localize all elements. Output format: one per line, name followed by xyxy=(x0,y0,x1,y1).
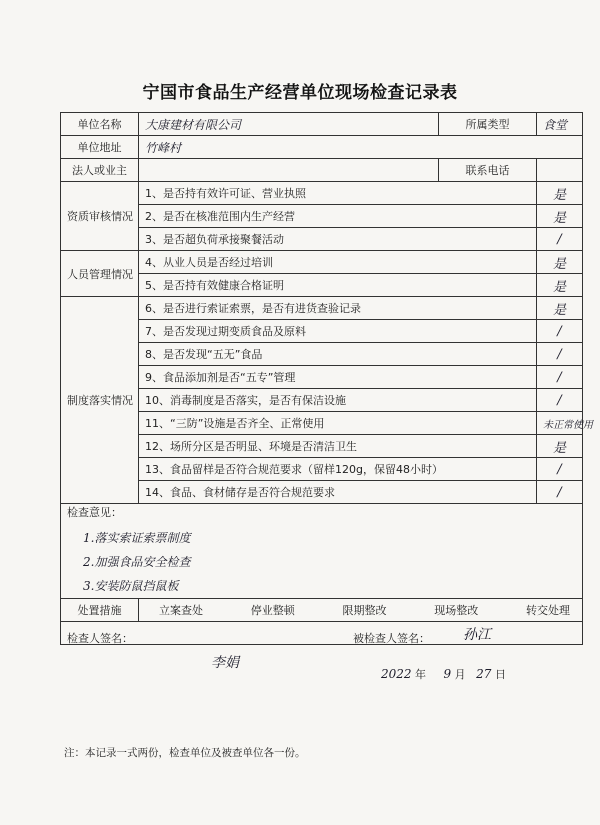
row-unit-name xyxy=(61,113,583,136)
check-item: 6、是否进行索证索票，是否有进货查验记录 xyxy=(139,297,537,320)
table-row xyxy=(61,481,583,504)
legal-label: 法人或业主 xyxy=(61,159,139,182)
table-row xyxy=(61,389,583,412)
check-answer: / xyxy=(537,320,583,343)
footer-note: 注：本记录一式两份，检查单位及被查单位各一份。 xyxy=(64,747,306,759)
category-value: 食堂 xyxy=(537,113,583,136)
check-item: 13、食品留样是否符合规范要求（留样120g，保留48小时） xyxy=(139,458,537,481)
check-answer: 是 xyxy=(537,182,583,205)
row-measures xyxy=(61,599,583,622)
check-item: 12、场所分区是否明显、环境是否清洁卫生 xyxy=(139,435,537,458)
opinion-item: 1.落实索证索票制度 xyxy=(83,531,191,545)
table-row xyxy=(61,458,583,481)
measure-option: 立案查处 xyxy=(159,604,203,617)
opinion-label: 检查意见： xyxy=(67,506,122,519)
check-answer: 是 xyxy=(537,435,583,458)
check-answer: 是 xyxy=(537,297,583,320)
check-item: 9、食品添加剂是否“五专”管理 xyxy=(139,366,537,389)
row-signature xyxy=(61,622,583,645)
row-opinion xyxy=(61,504,583,599)
check-item: 5、是否持有效健康合格证明 xyxy=(139,274,537,297)
measure-option: 停业整顿 xyxy=(250,604,295,617)
table-row xyxy=(61,297,583,320)
check-answer: / xyxy=(537,481,583,504)
check-answer: 是 xyxy=(537,205,583,228)
check-item: 11、“三防”设施是否齐全、正常使用 xyxy=(139,412,537,435)
date-year: 2022 xyxy=(381,667,412,681)
date-year-unit: 年 xyxy=(415,668,427,681)
table-row xyxy=(61,343,583,366)
date-month-unit: 月 xyxy=(454,668,466,681)
opinion-item: 2.加强食品安全检查 xyxy=(83,555,191,569)
table-row xyxy=(61,366,583,389)
check-item: 1、是否持有效许可证、营业执照 xyxy=(139,182,537,205)
check-answer: / xyxy=(537,458,583,481)
measure-option: 转交处理 xyxy=(526,604,570,617)
table-row xyxy=(61,320,583,343)
category-label: 所属类型 xyxy=(439,113,537,136)
check-item: 7、是否发现过期变质食品及原料 xyxy=(139,320,537,343)
check-answer: / xyxy=(537,228,583,251)
legal-value xyxy=(139,159,439,182)
check-item: 2、是否在核准范围内生产经营 xyxy=(139,205,537,228)
table-row xyxy=(61,205,583,228)
opinion-item: 3.安装防鼠挡鼠板 xyxy=(83,579,179,593)
inspector-label: 检查人签名： xyxy=(67,632,133,645)
date-month: 9 xyxy=(443,667,452,681)
date-day: 27 xyxy=(476,667,492,681)
check-item: 10、消毒制度是否落实，是否有保洁设施 xyxy=(139,389,537,412)
opinion-list xyxy=(83,526,576,598)
check-item: 3、是否超负荷承接聚餐活动 xyxy=(139,228,537,251)
check-answer: / xyxy=(537,343,583,366)
check-item: 14、食品、食材储存是否符合规范要求 xyxy=(139,481,537,504)
check-answer: / xyxy=(537,389,583,412)
table-row xyxy=(61,182,583,205)
section-personnel: 人员管理情况 xyxy=(61,251,139,297)
address-value: 竹峰村 xyxy=(139,136,583,159)
phone-value xyxy=(537,159,583,182)
unit-name-label: 单位名称 xyxy=(61,113,139,136)
check-answer: 未正常使用 xyxy=(537,412,583,435)
date-day-unit: 日 xyxy=(494,668,506,681)
section-qualification: 资质审核情况 xyxy=(61,182,139,251)
check-answer: / xyxy=(537,366,583,389)
check-item: 4、从业人员是否经过培训 xyxy=(139,251,537,274)
phone-label: 联系电话 xyxy=(439,159,537,182)
form-title: 宁国市食品生产经营单位现场检查记录表 xyxy=(142,83,458,103)
table-row xyxy=(61,251,583,274)
section-system: 制度落实情况 xyxy=(61,297,139,504)
signature-date xyxy=(381,666,506,682)
inspected-signature: 孙江 xyxy=(463,627,491,643)
table-row xyxy=(61,412,583,435)
check-item: 8、是否发现“五无”食品 xyxy=(139,343,537,366)
measures-label: 处置措施 xyxy=(61,599,139,622)
measure-option: 现场整改 xyxy=(434,604,479,617)
signature-cell xyxy=(61,622,583,681)
check-answer: 是 xyxy=(537,251,583,274)
check-answer: 是 xyxy=(537,274,583,297)
address-label: 单位地址 xyxy=(61,136,139,159)
table-row xyxy=(61,228,583,251)
table-row xyxy=(61,274,583,297)
row-address xyxy=(61,136,583,159)
row-legal xyxy=(61,159,583,182)
inspected-label: 被检查人签名： xyxy=(353,632,430,645)
unit-name-value: 大康建材有限公司 xyxy=(139,113,439,136)
opinion-cell xyxy=(61,504,583,599)
inspector-signature: 李娟 xyxy=(211,655,239,671)
measure-option: 限期整改 xyxy=(342,604,387,617)
inspection-table xyxy=(60,112,593,681)
measures-options xyxy=(139,599,583,622)
table-row xyxy=(61,435,583,458)
